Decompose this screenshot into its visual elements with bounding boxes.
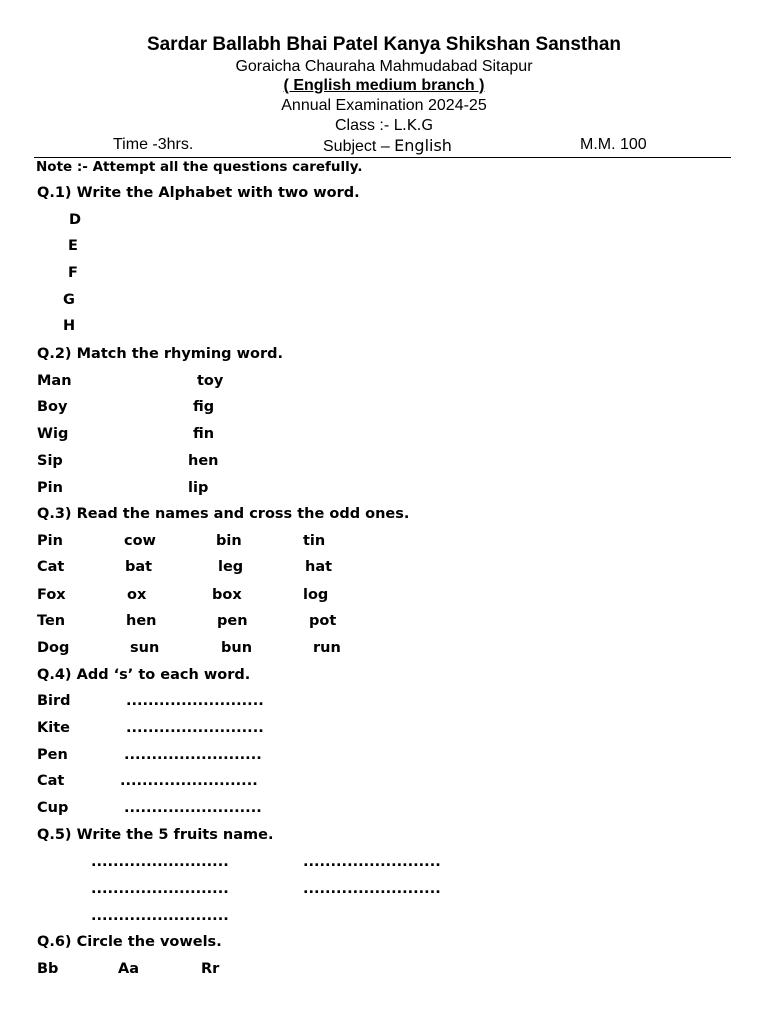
time-label: Time -3hrs. bbox=[113, 136, 194, 153]
school-name: Sardar Ballabh Bhai Patel Kanya Shikshan Sansthan bbox=[146, 34, 622, 55]
q3-word: log bbox=[303, 587, 329, 603]
q3-word: cow bbox=[124, 533, 156, 549]
q3-word: tin bbox=[303, 533, 326, 549]
q2-right-word: toy bbox=[197, 373, 224, 389]
q3-word: bin bbox=[216, 533, 242, 549]
q1-title: Q.1) Write the Alphabet with two word. bbox=[37, 185, 360, 201]
q2-left-word: Boy bbox=[37, 399, 68, 415]
subject-value: English bbox=[394, 136, 452, 155]
subject-label: Subject – bbox=[323, 138, 390, 155]
q4-answer-blank[interactable]: ......................... bbox=[120, 773, 258, 789]
q2-left-word: Man bbox=[37, 373, 72, 389]
q3-word: bat bbox=[125, 559, 153, 575]
q3-word: pot bbox=[309, 613, 337, 629]
q2-left-word: Sip bbox=[37, 453, 63, 469]
max-marks: M.M. 100 bbox=[580, 136, 647, 153]
q6-title: Q.6) Circle the vowels. bbox=[37, 934, 222, 950]
q4-word: Bird bbox=[37, 693, 71, 709]
q4-word: Kite bbox=[37, 720, 70, 736]
q3-word: run bbox=[313, 640, 341, 656]
q5-answer-blank[interactable]: ......................... bbox=[303, 854, 441, 870]
q3-word: sun bbox=[130, 640, 160, 656]
branch-name: ( English medium branch ) bbox=[283, 77, 485, 94]
q3-word: hat bbox=[305, 559, 333, 575]
q1-letter: F bbox=[68, 265, 78, 281]
class-line bbox=[0, 116, 768, 135]
q1-letter: H bbox=[63, 318, 76, 334]
q3-word: leg bbox=[218, 559, 244, 575]
q1-letter: G bbox=[63, 292, 75, 308]
note: Note :- Attempt all the questions carefully. bbox=[36, 159, 363, 175]
q4-word: Pen bbox=[37, 747, 68, 763]
q2-right-word: fin bbox=[193, 426, 215, 442]
q3-word: pen bbox=[217, 613, 248, 629]
q4-answer-blank[interactable]: ......................... bbox=[126, 693, 264, 709]
exam-title: Annual Examination 2024-25 bbox=[281, 97, 487, 114]
q1-letter: D bbox=[69, 212, 82, 228]
q2-left-word: Pin bbox=[37, 480, 63, 496]
q4-answer-blank[interactable]: ......................... bbox=[124, 747, 262, 763]
q2-left-word: Wig bbox=[37, 426, 69, 442]
q4-answer-blank[interactable]: ......................... bbox=[124, 800, 262, 816]
q3-title: Q.3) Read the names and cross the odd ones. bbox=[37, 506, 410, 522]
q4-word: Cup bbox=[37, 800, 69, 816]
q3-word: Fox bbox=[37, 587, 66, 603]
q2-right-word: hen bbox=[188, 453, 219, 469]
q3-word: hen bbox=[126, 613, 157, 629]
header-divider bbox=[34, 157, 731, 158]
q5-answer-blank[interactable]: ......................... bbox=[91, 908, 229, 924]
q2-right-word: lip bbox=[188, 480, 209, 496]
q5-answer-blank[interactable]: ......................... bbox=[91, 854, 229, 870]
q3-word: box bbox=[212, 587, 242, 603]
q6-letter-pair: Aa bbox=[118, 961, 140, 977]
q2-right-word: fig bbox=[193, 399, 215, 415]
q3-word: Ten bbox=[37, 613, 66, 629]
subject-line bbox=[323, 136, 452, 156]
q5-answer-blank[interactable]: ......................... bbox=[91, 881, 229, 897]
q6-letter-pair: Bb bbox=[37, 961, 59, 977]
class-label: Class :- bbox=[334, 117, 390, 134]
q5-answer-blank[interactable]: ......................... bbox=[303, 881, 441, 897]
q4-answer-blank[interactable]: ......................... bbox=[126, 720, 264, 736]
q3-word: bun bbox=[221, 640, 253, 656]
q1-letter: E bbox=[68, 238, 78, 254]
school-address: Goraicha Chauraha Mahmudabad Sitapur bbox=[235, 58, 533, 75]
q4-title: Q.4) Add ‘s’ to each word. bbox=[37, 667, 251, 683]
class-value: L.K.G bbox=[393, 116, 434, 134]
q3-word: ox bbox=[127, 587, 147, 603]
q2-title: Q.2) Match the rhyming word. bbox=[37, 346, 283, 362]
q4-word: Cat bbox=[37, 773, 65, 789]
q3-word: Pin bbox=[37, 533, 63, 549]
q5-title: Q.5) Write the 5 fruits name. bbox=[37, 827, 274, 843]
q6-letter-pair: Rr bbox=[201, 961, 220, 977]
q3-word: Cat bbox=[37, 559, 65, 575]
q3-word: Dog bbox=[37, 640, 70, 656]
